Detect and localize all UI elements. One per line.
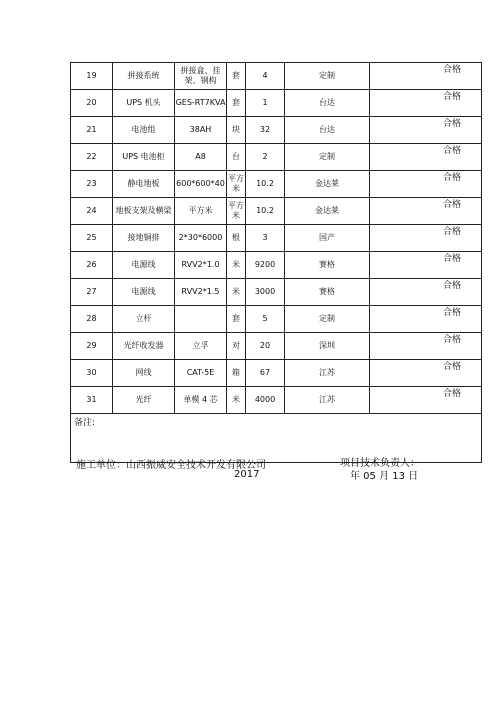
item-unit: 对 bbox=[232, 341, 240, 350]
item-model-cell bbox=[175, 360, 227, 387]
item-name-cell bbox=[113, 279, 175, 306]
inspection-result-cell bbox=[370, 252, 482, 279]
item-model: RVV2*1.5 bbox=[181, 287, 220, 296]
inspection-result-cell bbox=[370, 306, 482, 333]
item-unit-cell bbox=[227, 306, 246, 333]
row-number-cell bbox=[71, 117, 113, 144]
item-unit: 平方米 bbox=[228, 174, 244, 193]
table-row bbox=[71, 279, 482, 306]
item-brand-cell bbox=[285, 279, 370, 306]
item-unit-cell bbox=[227, 333, 246, 360]
construction-company: 施工单位：山西振威安全技术开发有限公司 bbox=[76, 460, 266, 471]
inspection-result-cell bbox=[370, 333, 482, 360]
item-model: 拼接盒、挂架、钢构 bbox=[180, 66, 221, 85]
row-number-cell bbox=[71, 225, 113, 252]
item-brand: 定制 bbox=[319, 314, 335, 323]
item-name: 立杆 bbox=[135, 314, 152, 323]
item-unit: 根 bbox=[232, 233, 240, 242]
inspection-result-cell bbox=[370, 225, 482, 252]
item-unit-cell bbox=[227, 144, 246, 171]
item-quantity: 9200 bbox=[254, 260, 276, 269]
item-brand: 台达 bbox=[319, 98, 335, 107]
item-name-cell bbox=[113, 144, 175, 171]
item-brand: 国产 bbox=[319, 233, 335, 242]
inspection-result: 合格 bbox=[442, 119, 461, 129]
row-number: 31 bbox=[86, 395, 97, 404]
row-number: 26 bbox=[86, 260, 97, 269]
inspection-result-cell bbox=[370, 117, 482, 144]
item-quantity-cell bbox=[246, 171, 285, 198]
item-quantity: 32 bbox=[259, 125, 271, 134]
table-row bbox=[71, 171, 482, 198]
item-brand: 江苏 bbox=[319, 395, 335, 404]
item-quantity-cell bbox=[246, 387, 285, 414]
item-unit: 米 bbox=[232, 395, 240, 404]
inspection-result: 合格 bbox=[442, 65, 461, 75]
row-number: 20 bbox=[86, 98, 97, 107]
inspection-result: 合格 bbox=[442, 146, 461, 156]
item-unit: 台 bbox=[232, 152, 240, 161]
item-name-cell bbox=[113, 306, 175, 333]
inspection-result-cell bbox=[370, 387, 482, 414]
table-body bbox=[71, 63, 482, 414]
row-number: 30 bbox=[86, 368, 97, 377]
item-unit-cell bbox=[227, 387, 246, 414]
inspection-result: 合格 bbox=[442, 173, 461, 183]
item-quantity: 10.2 bbox=[256, 206, 274, 215]
row-number: 25 bbox=[86, 233, 97, 242]
row-number: 21 bbox=[86, 125, 97, 134]
item-name: 接地铜排 bbox=[127, 233, 160, 242]
item-name-cell bbox=[113, 387, 175, 414]
item-quantity-cell bbox=[246, 63, 285, 90]
table-row bbox=[71, 144, 482, 171]
item-name-cell bbox=[113, 225, 175, 252]
item-unit-cell bbox=[227, 360, 246, 387]
item-brand-cell bbox=[285, 360, 370, 387]
item-model-cell bbox=[175, 171, 227, 198]
inspection-result: 合格 bbox=[442, 281, 461, 291]
row-number-cell bbox=[71, 171, 113, 198]
item-model-cell bbox=[175, 90, 227, 117]
row-number: 28 bbox=[86, 314, 97, 323]
item-name-cell bbox=[113, 63, 175, 90]
item-quantity: 2 bbox=[262, 152, 268, 161]
row-number-cell bbox=[71, 306, 113, 333]
row-number-cell bbox=[71, 333, 113, 360]
equipment-table bbox=[70, 62, 482, 463]
item-unit-cell bbox=[227, 198, 246, 225]
item-brand: 台达 bbox=[319, 125, 335, 134]
item-model-cell bbox=[175, 333, 227, 360]
item-quantity-cell bbox=[246, 225, 285, 252]
item-model-cell bbox=[175, 279, 227, 306]
item-quantity: 5 bbox=[262, 314, 268, 323]
inspection-result: 合格 bbox=[442, 227, 461, 237]
inspection-result: 合格 bbox=[442, 335, 461, 345]
item-unit: 平方米 bbox=[228, 201, 244, 220]
inspection-result: 合格 bbox=[442, 389, 461, 399]
inspection-result-cell bbox=[370, 63, 482, 90]
item-brand: 定制 bbox=[319, 71, 335, 80]
table-row bbox=[71, 63, 482, 90]
inspection-result-cell bbox=[370, 279, 482, 306]
item-quantity-cell bbox=[246, 144, 285, 171]
item-brand-cell bbox=[285, 90, 370, 117]
item-name-cell bbox=[113, 171, 175, 198]
item-name: UPS 机头 bbox=[126, 98, 161, 107]
item-brand-cell bbox=[285, 225, 370, 252]
item-name: UPS 电池柜 bbox=[122, 152, 165, 161]
inspection-result: 合格 bbox=[442, 254, 461, 264]
item-unit-cell bbox=[227, 171, 246, 198]
row-number: 27 bbox=[86, 287, 97, 296]
item-unit-cell bbox=[227, 90, 246, 117]
item-unit: 套 bbox=[232, 71, 240, 80]
item-brand-cell bbox=[285, 63, 370, 90]
item-name: 光纤收发器 bbox=[123, 341, 164, 350]
item-quantity: 67 bbox=[259, 368, 271, 377]
row-number: 24 bbox=[86, 206, 97, 215]
item-name-cell bbox=[113, 117, 175, 144]
item-brand-cell bbox=[285, 117, 370, 144]
row-number-cell bbox=[71, 279, 113, 306]
table-row bbox=[71, 198, 482, 225]
item-quantity: 3000 bbox=[254, 287, 276, 296]
row-number-cell bbox=[71, 90, 113, 117]
remarks-label: 备注: bbox=[74, 418, 96, 428]
item-unit: 套 bbox=[232, 314, 240, 323]
table-row bbox=[71, 225, 482, 252]
item-name: 静电地板 bbox=[127, 179, 160, 188]
row-number: 29 bbox=[86, 341, 97, 350]
item-quantity-cell bbox=[246, 333, 285, 360]
item-brand-cell bbox=[285, 144, 370, 171]
item-quantity: 10.2 bbox=[256, 179, 274, 188]
row-number-cell bbox=[71, 360, 113, 387]
inspection-result-cell bbox=[370, 198, 482, 225]
item-brand: 金达莱 bbox=[315, 206, 339, 215]
item-quantity: 4 bbox=[262, 71, 268, 80]
item-name-cell bbox=[113, 333, 175, 360]
inspection-result-cell bbox=[370, 90, 482, 117]
item-name: 电源线 bbox=[131, 287, 156, 296]
item-quantity-cell bbox=[246, 90, 285, 117]
row-number-cell bbox=[71, 198, 113, 225]
item-brand-cell bbox=[285, 306, 370, 333]
item-unit-cell bbox=[227, 252, 246, 279]
tech-lead-label: 项目技术负责人： bbox=[340, 458, 420, 469]
item-brand: 定制 bbox=[319, 152, 335, 161]
table-row bbox=[71, 333, 482, 360]
item-unit: 套 bbox=[232, 98, 240, 107]
item-unit-cell bbox=[227, 63, 246, 90]
table-row bbox=[71, 117, 482, 144]
item-model: RVV2*1.0 bbox=[181, 260, 220, 269]
item-quantity-cell bbox=[246, 306, 285, 333]
item-model: 单模 4 芯 bbox=[183, 395, 218, 404]
item-model: 立孚 bbox=[192, 341, 209, 350]
item-model-cell bbox=[175, 198, 227, 225]
item-name: 电池组 bbox=[131, 125, 156, 134]
item-quantity-cell bbox=[246, 360, 285, 387]
item-brand-cell bbox=[285, 171, 370, 198]
item-unit: 箱 bbox=[232, 368, 240, 377]
row-number: 22 bbox=[86, 152, 97, 161]
item-model: CAT-5E bbox=[186, 368, 215, 377]
row-number-cell bbox=[71, 252, 113, 279]
inspection-result-cell bbox=[370, 171, 482, 198]
item-name: 拼接系统 bbox=[127, 71, 160, 80]
item-name: 光纤 bbox=[135, 395, 152, 404]
item-name-cell bbox=[113, 252, 175, 279]
row-number-cell bbox=[71, 144, 113, 171]
item-unit-cell bbox=[227, 225, 246, 252]
table-row bbox=[71, 90, 482, 117]
item-model-cell bbox=[175, 306, 227, 333]
item-name-cell bbox=[113, 90, 175, 117]
item-unit: 块 bbox=[232, 125, 240, 134]
item-quantity: 4000 bbox=[254, 395, 276, 404]
item-name: 地板支架及横梁 bbox=[115, 206, 172, 215]
item-name: 网线 bbox=[135, 368, 152, 377]
item-quantity-cell bbox=[246, 252, 285, 279]
item-quantity-cell bbox=[246, 279, 285, 306]
inspection-result: 合格 bbox=[442, 92, 461, 102]
item-brand-cell bbox=[285, 252, 370, 279]
item-name-cell bbox=[113, 198, 175, 225]
table-row bbox=[71, 360, 482, 387]
item-name: 电源线 bbox=[131, 260, 156, 269]
item-brand-cell bbox=[285, 387, 370, 414]
item-model: 平方米 bbox=[188, 206, 213, 215]
item-model-cell bbox=[175, 387, 227, 414]
item-model: A8 bbox=[195, 152, 206, 161]
inspection-result: 合格 bbox=[442, 200, 461, 210]
item-model-cell bbox=[175, 144, 227, 171]
row-number: 19 bbox=[86, 71, 97, 80]
inspection-result-cell bbox=[370, 360, 482, 387]
item-brand: 金达莱 bbox=[315, 179, 339, 188]
row-number: 23 bbox=[86, 179, 97, 188]
row-number-cell bbox=[71, 387, 113, 414]
item-quantity-cell bbox=[246, 198, 285, 225]
item-model: 600*600*40 bbox=[176, 179, 225, 188]
item-model: GES-RT7KVA bbox=[175, 98, 226, 107]
item-unit: 米 bbox=[232, 287, 240, 296]
item-model-cell bbox=[175, 63, 227, 90]
table-row bbox=[71, 252, 482, 279]
inspection-result: 合格 bbox=[442, 308, 461, 318]
inspection-result: 合格 bbox=[442, 362, 461, 372]
item-model: 2*30*6000 bbox=[178, 233, 223, 242]
item-unit-cell bbox=[227, 279, 246, 306]
inspection-result-cell bbox=[370, 144, 482, 171]
item-quantity-cell bbox=[246, 117, 285, 144]
item-brand-cell bbox=[285, 333, 370, 360]
item-brand: 赛格 bbox=[319, 287, 335, 296]
item-quantity: 20 bbox=[259, 341, 271, 350]
item-name-cell bbox=[113, 360, 175, 387]
item-brand: 江苏 bbox=[319, 368, 335, 377]
item-unit-cell bbox=[227, 117, 246, 144]
item-quantity: 3 bbox=[262, 233, 268, 242]
footer-year: 2017 bbox=[234, 469, 260, 480]
table-row bbox=[71, 387, 482, 414]
item-quantity: 1 bbox=[262, 98, 268, 107]
item-brand: 深圳 bbox=[319, 341, 335, 350]
item-brand: 赛格 bbox=[319, 260, 335, 269]
item-model-cell bbox=[175, 117, 227, 144]
item-model-cell bbox=[175, 252, 227, 279]
table-row bbox=[71, 306, 482, 333]
footer-date: 年 05 月 13 日 bbox=[350, 471, 419, 482]
item-model: 38AH bbox=[189, 125, 212, 134]
item-brand-cell bbox=[285, 198, 370, 225]
item-unit: 米 bbox=[232, 260, 240, 269]
item-model-cell bbox=[175, 225, 227, 252]
row-number-cell bbox=[71, 63, 113, 90]
